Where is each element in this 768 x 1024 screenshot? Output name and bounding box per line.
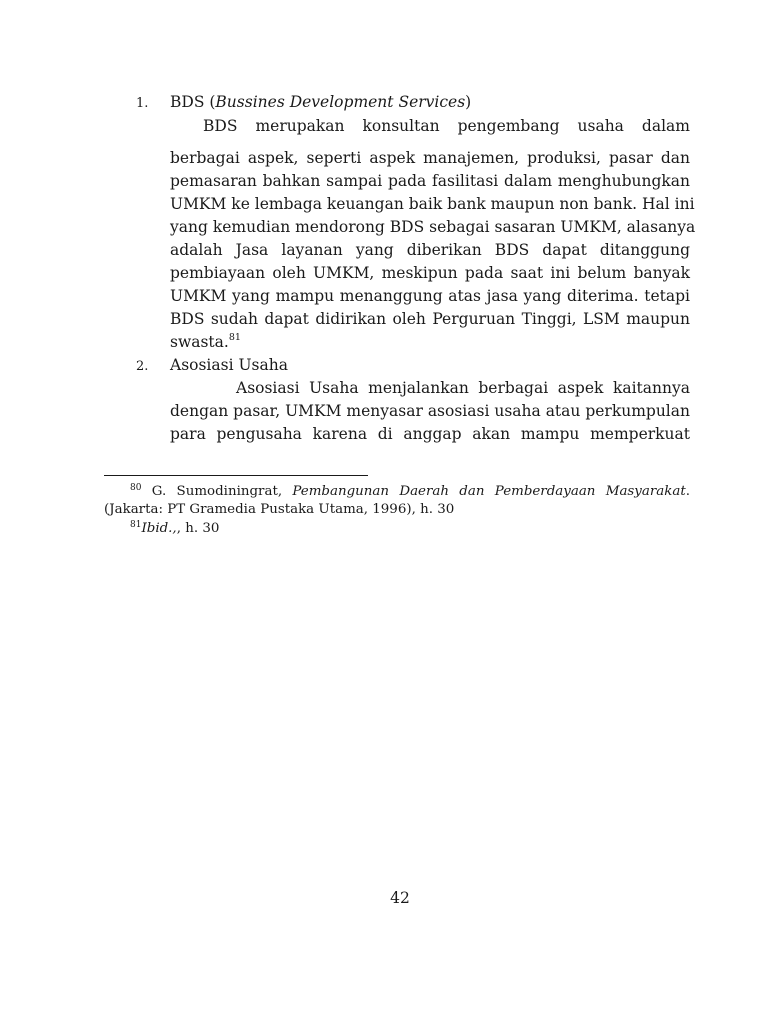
item-heading [170,93,471,111]
list-number: 2. [136,359,149,374]
heading-prefix: BDS ( [170,93,216,111]
list-number: 1. [136,96,149,111]
paragraph-text: swasta. [170,333,229,351]
paragraph-line: UMKM yang mampu menanggung atas jasa yang diterima. tetapi [170,287,690,305]
footnote-marker: 81 [130,520,142,530]
paragraph-line: Asosiasi Usaha menjalankan berbagai aspek kaitannya [236,379,690,397]
footnote-separator [104,475,368,476]
footnote-81 [130,521,219,536]
footnote-title: Pembangunan Daerah dan Pemberdayaan Masyarakat [292,484,686,499]
paragraph-line: BDS merupakan konsultan pengembang usaha dalam [203,117,690,135]
page-number: 42 [390,889,410,907]
heading-italic: Bussines Development Services [215,93,466,111]
paragraph-line: dengan pasar, UMKM menyasar asosiasi usaha atau perkumpulan [170,402,690,420]
footnote-80-continuation: (Jakarta: PT Gramedia Pustaka Utama, 1996), h. 30 [104,502,455,517]
footnote-reference: 81 [228,332,241,343]
paragraph-line: UMKM ke lembaga keuangan baik bank maupun non bank. Hal ini [170,195,695,213]
paragraph-line: adalah Jasa layanan yang diberikan BDS dapat ditanggung [170,241,690,259]
paragraph-line: berbagai aspek, seperti aspek manajemen, produksi, pasar dan [170,149,690,167]
paragraph-line: pemasaran bahkan sampai pada fasilitasi dalam menghubungkan [170,172,690,190]
footnote-punct: . [685,484,690,499]
footnote-marker: 80 [130,483,142,493]
paragraph-line-last [170,333,690,351]
paragraph-line: BDS sudah dapat didirikan oleh Perguruan Tinggi, LSM maupun [170,310,690,328]
paragraph-line: pembiayaan oleh UMKM, meskipun pada saat ini belum banyak [170,264,690,282]
footnote-80 [130,484,690,499]
footnote-author: G. Sumodiningrat, [141,484,293,499]
paragraph-line: para pengusaha karena di anggap akan mampu memperkuat [170,425,690,443]
footnote-page: , h. 30 [176,521,220,536]
item-heading: Asosiasi Usaha [170,356,288,374]
heading-suffix: ) [465,93,472,111]
paragraph-line: yang kemudian mendorong BDS sebagai sasaran UMKM, alasanya [170,218,696,236]
footnote-ibid: Ibid., [141,521,177,536]
